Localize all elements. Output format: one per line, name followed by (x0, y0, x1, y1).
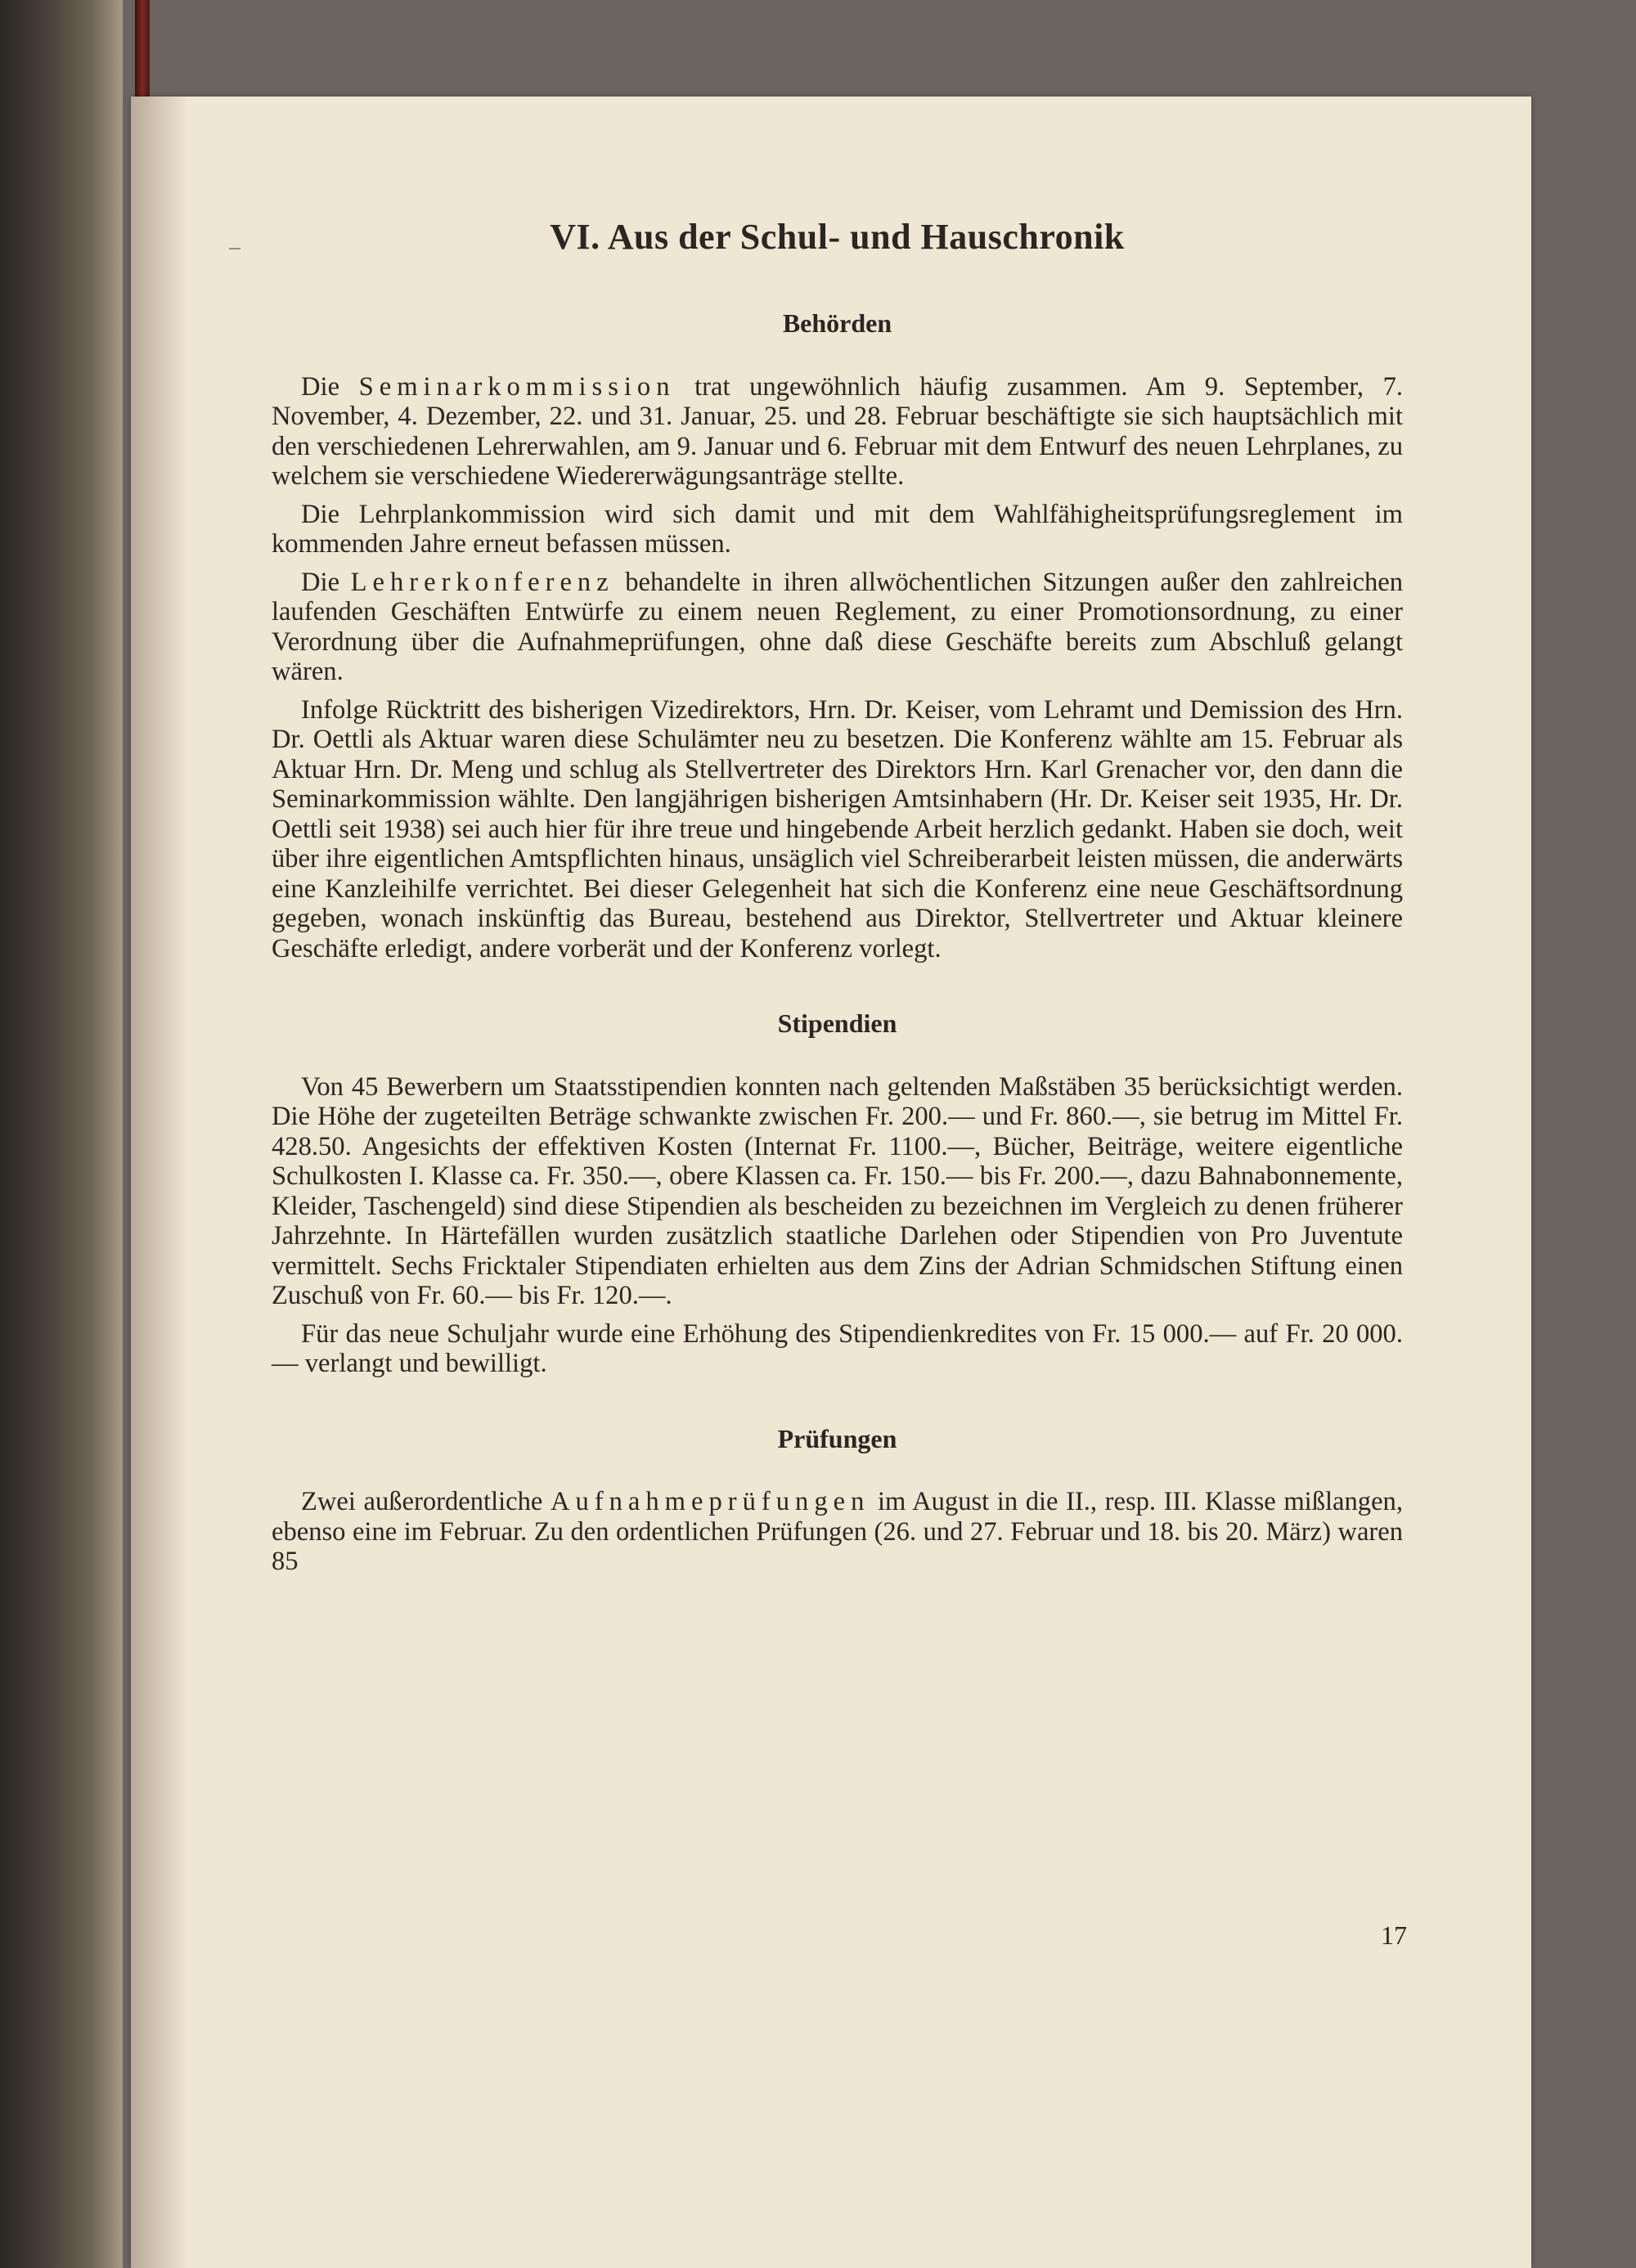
page-gutter-shadow (131, 97, 188, 2268)
paragraph-lead: Zwei außerordentliche (301, 1487, 551, 1517)
page-content (272, 218, 1403, 1585)
spaced-term: Seminarkommission (358, 371, 676, 402)
paragraph-lead: Die (301, 371, 359, 402)
section-heading-behoerden: Behörden (782, 308, 892, 339)
page-number: 17 (1381, 1920, 1407, 1950)
book-spine (0, 0, 123, 2268)
paragraph (272, 568, 1403, 687)
spaced-term: Lehrerkonferenz (350, 567, 614, 597)
paragraph: Infolge Rücktritt des bisherigen Vizedirektors, Hrn. Dr. Keiser, vom Lehramt und Demission des Hrn. Dr. Oettli als Aktuar waren diese Schulämter neu zu besetzen. Die Konferenz wählte am 15. Februar als Aktuar Hrn. Dr. Meng und schlug als Stellvertreter des Direktors Hrn. Karl Grenacher vor, den dann die Seminarkommission wählte. Den langjährigen bisherigen Amtsinhabern (Hr. Dr. Keiser seit 1935, Hr. Dr. Oettli seit 1938) sei auch hier für ihre treue und hingebende Arbeit herzlich gedankt. Haben sie doch, weit über ihre eigentlichen Amtspflichten hinaus, unsäglich viel Schreiberarbeit leisten müssen, die anderwärts eine Kanzleihilfe verrichtet. Bei dieser Gelegenheit hat sich die Konferenz eine neue Geschäftsordnung gegeben, wonach inskünftig das Bureau, bestehend aus Direktor, Stellvertreter und Aktuar kleinere Geschäfte erledigt, andere vorberät und der Konferenz vorlegt. (272, 694, 1403, 963)
margin-mark (229, 248, 240, 249)
paragraph-rest: behandelte in ihren allwöchentlichen Sitzungen außer den zahlreichen laufenden Geschäften Entwürfe zu einem neuen Reglement, zu einer Promotionsordnung, zu einer Verordnung über die Aufnahmeprüfungen, ohne daß diese Geschäfte bereits zum Abschluß gelangt wären. (272, 567, 1404, 687)
section-heading-stipendien: Stipendien (777, 1008, 897, 1039)
paragraph-rest: trat ungewöhnlich häufig zusammen. Am 9. September, 7. November, 4. Dezember, 22. und 31. Januar, 25. und 28. Februar beschäftigte sie sich hauptsächlich mit den verschiedenen Lehrerwahlen, am 9. Januar und 6. Februar mit dem Entwurf des neuen Lehrplanes, zu welchem sie verschiedene Wiedererwägungsanträge stellte. (272, 371, 1404, 492)
paragraph (272, 1487, 1403, 1577)
paragraph: Für das neue Schuljahr wurde eine Erhöhung des Stipendienkredites von Fr. 15 000.— auf Fr. 20 000.— verlangt und bewilligt. (272, 1318, 1403, 1379)
paragraph: Von 45 Bewerbern um Staatsstipendien konnten nach geltenden Maßstäben 35 berücksichtigt werden. Die Höhe der zugeteilten Beträge schwankte zwischen Fr. 200.— und Fr. 860.—, sie betrug im Mittel Fr. 428.50. Angesichts der effektiven Kosten (Internat Fr. 1100.—, Bücher, Beiträge, weitere eigentliche Schulkosten I. Klasse ca. Fr. 350.—, obere Klassen ca. Fr. 150.— bis Fr. 200.—, dazu Bahnabonnemente, Kleider, Taschengeld) sind diese Stipendien als bescheiden zu bezeichnen im Vergleich zu denen früherer Jahrzehnte. In Härtefällen wurden zusätzlich staatliche Darlehen oder Stipendien von Pro Juventute vermittelt. Sechs Fricktaler Stipendiaten erhielten aus dem Zins der Adrian Schmidschen Stiftung einen Zuschuß von Fr. 60.— bis Fr. 120.—. (272, 1071, 1403, 1311)
paragraph-rest: im August in die II., resp. III. Klasse mißlangen, ebenso eine im Februar. Zu den ordentlichen Prüfungen (26. und 27. Februar und 18. bis 20. März) waren 85 (272, 1487, 1403, 1577)
section-heading-pruefungen: Prüfungen (777, 1423, 897, 1453)
paragraph (272, 372, 1403, 492)
paragraph-lead: Die (301, 567, 351, 597)
spaced-term: Aufnahmeprüfungen (550, 1487, 870, 1517)
chapter-title: VI. Aus der Schul- und Hauschronik (550, 217, 1125, 257)
paragraph: Die Lehrplankommission wird sich damit und mit dem Wahlfähigheitsprüfungsreglement im kommenden Jahre erneut befassen müssen. (272, 499, 1403, 559)
book-page (131, 97, 1531, 2268)
